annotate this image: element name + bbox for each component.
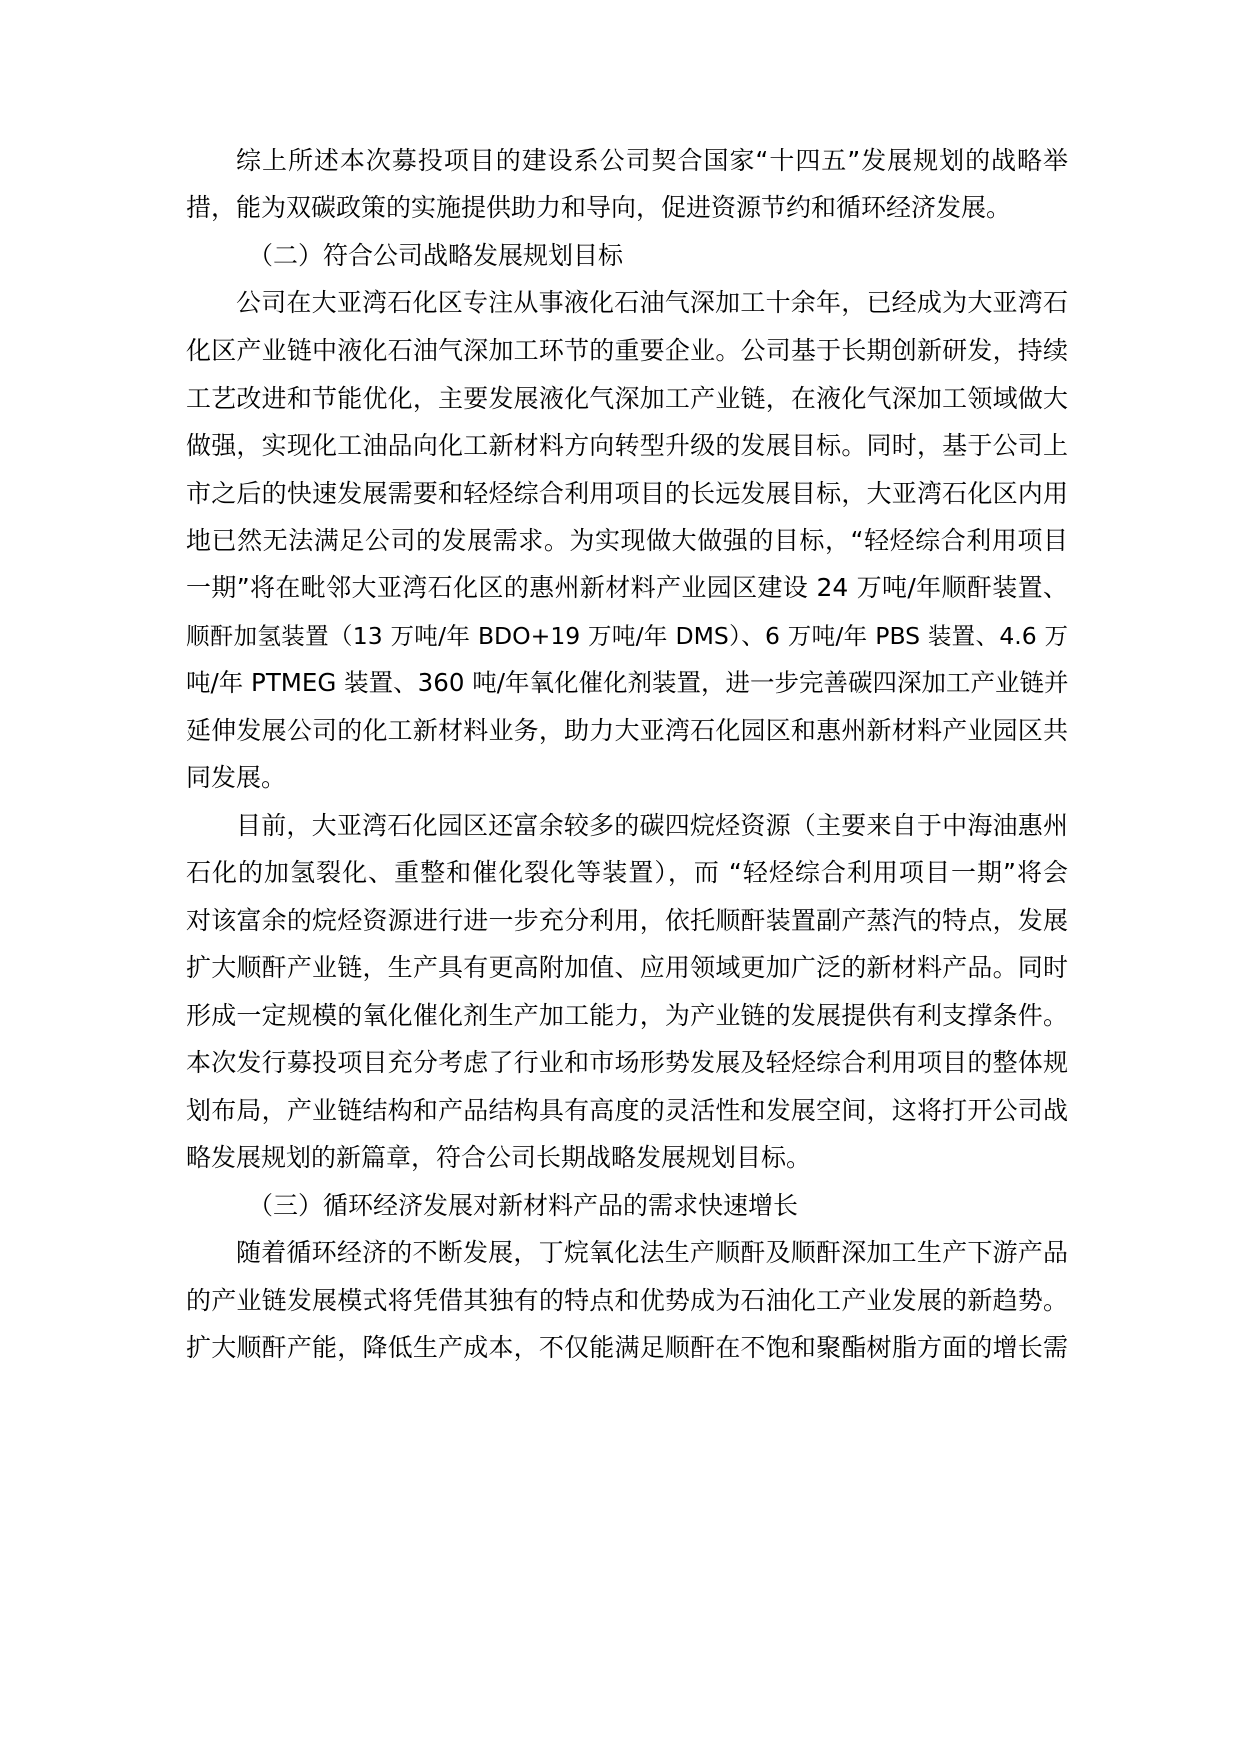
paragraph-line: 本次发行募投项目充分考虑了行业和市场形势发展及轻烃综合利用项目的整体规	[186, 1048, 1068, 1077]
paragraph-line: 公司在大亚湾石化区专注从事液化石油气深加工十余年，已经成为大亚湾石	[236, 288, 1068, 317]
paragraph-line: 目前，大亚湾石化园区还富余较多的碳四烷烃资源（主要来自于中海油惠州	[236, 811, 1068, 840]
paragraph-line: 随着循环经济的不断发展，丁烷氧化法生产顺酐及顺酐深加工生产下游产品	[236, 1238, 1068, 1267]
paragraph-line: 综上所述本次募投项目的建设系公司契合国家“十四五”发展规划的战略举	[236, 146, 1068, 175]
paragraph-line: 对该富余的烷烃资源进行进一步充分利用，依托顺酐装置副产蒸汽的特点，发展	[186, 906, 1068, 935]
paragraph-line: 扩大顺酐产能，降低生产成本，不仅能满足顺酐在不饱和聚酯树脂方面的增长需	[186, 1333, 1068, 1362]
paragraph-line: 工艺改进和节能优化，主要发展液化气深加工产业链，在液化气深加工领域做大	[186, 384, 1068, 413]
paragraph-line: 延伸发展公司的化工新材料业务，助力大亚湾石化园区和惠州新材料产业园区共	[186, 716, 1068, 745]
paragraph-line: 措，能为双碳政策的实施提供助力和导向，促进资源节约和循环经济发展。	[186, 193, 1012, 222]
paragraph-line: 石化的加氢裂化、重整和催化裂化等装置），而 “轻烃综合利用项目一期”将会	[186, 858, 1068, 887]
paragraph-line: 化区产业链中液化石油气深加工环节的重要企业。公司基于长期创新研发，持续	[186, 336, 1068, 365]
section-heading: （二）符合公司战略发展规划目标	[248, 241, 624, 270]
paragraph-line: 划布局，产业链结构和产品结构具有高度的灵活性和发展空间，这将打开公司战	[186, 1096, 1068, 1125]
paragraph-line: 扩大顺酐产业链，生产具有更高附加值、应用领域更加广泛的新材料产品。同时	[186, 953, 1068, 982]
paragraph-line: 形成一定规模的氧化催化剂生产加工能力，为产业链的发展提供有利支撑条件。	[186, 1001, 1068, 1030]
section-heading: （三）循环经济发展对新材料产品的需求快速增长	[248, 1191, 799, 1220]
paragraph-line: 做强，实现化工油品向化工新材料方向转型升级的发展目标。同时，基于公司上	[186, 431, 1068, 460]
paragraph-line: 吨/年 PTMEG 装置、360 吨/年氧化催化剂装置，进一步完善碳四深加工产业链并	[186, 668, 1069, 697]
paragraph-line: 市之后的快速发展需要和轻烃综合利用项目的长远发展目标，大亚湾石化区内用	[186, 479, 1068, 508]
paragraph-line: 略发展规划的新篇章，符合公司长期战略发展规划目标。	[186, 1143, 812, 1172]
paragraph-line: 地已然无法满足公司的发展需求。为实现做大做强的目标，“轻烃综合利用项目	[186, 526, 1068, 555]
paragraph-line: 一期”将在毗邻大亚湾石化区的惠州新材料产业园区建设 24 万吨/年顺酐装置、	[186, 573, 1068, 602]
paragraph-line: 同发展。	[186, 763, 287, 792]
paragraph-line: 顺酐加氢装置（13 万吨/年 BDO+19 万吨/年 DMS）、6 万吨/年 PBS 装置、4.6 万	[186, 622, 1068, 650]
paragraph-line: 的产业链发展模式将凭借其独有的特点和优势成为石油化工产业发展的新趋势。	[186, 1286, 1068, 1315]
